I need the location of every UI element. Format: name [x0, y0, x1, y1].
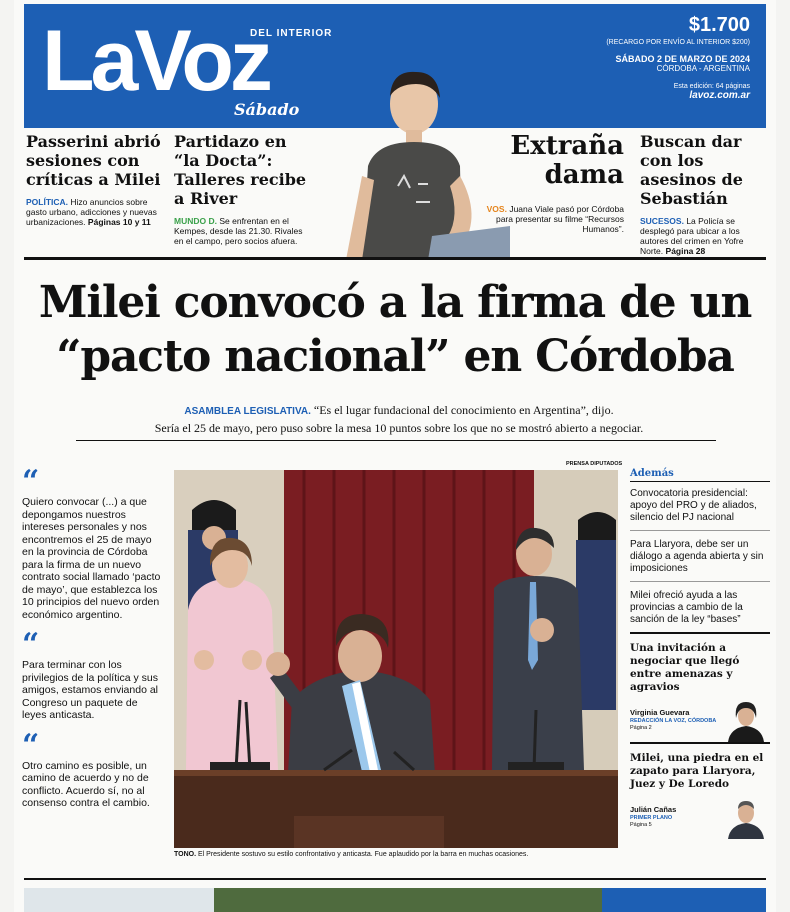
- author-role: REDACCIÓN LA VOZ, CÓRDOBA: [630, 718, 717, 724]
- bottom-teaser-strip[interactable]: [24, 888, 766, 912]
- author-name: Virginia Guevara: [630, 708, 690, 717]
- quote-mark-icon: “: [22, 727, 40, 763]
- teaser-title: Passerini abrió sesiones con críticas a Milei: [26, 132, 161, 189]
- pull-quote: Quiero convocar (...) a que depongamos nuestros intereses personales y nos encontremos el 25 de mayo en la provincia de Córdoba para la firma de un nuevo contrato social llamado ‘pacto de mayo’, que establezca los 10 principios del nuevo orden económico argentino.: [22, 496, 161, 621]
- author-name: Julián Cañas: [630, 805, 677, 814]
- sidebar-link[interactable]: Convocatoria presidencial: apoyo del PRO y de aliados, silencio del PJ nacional: [630, 488, 770, 531]
- sidebar-link[interactable]: Milei ofreció ayuda a las provincias a cambio de la sanción de la ley “bases”: [630, 590, 770, 634]
- price: $1.700: [688, 14, 750, 36]
- subtitle-quote: “Es el lugar fundacional del conocimiento en Argentina”, dijo.: [313, 403, 614, 417]
- congress-scene-illustration: [174, 470, 618, 848]
- teaser-sucesos[interactable]: [640, 132, 768, 256]
- main-photo[interactable]: [174, 470, 618, 848]
- teaser-vos[interactable]: [484, 132, 624, 234]
- newspaper-logo[interactable]: LaVoz: [42, 13, 269, 109]
- teaser-title: Partidazo en “la Docta”: Talleres recibe a River: [174, 132, 307, 208]
- photo-credit: PRENSA DIPUTADOS: [566, 461, 623, 467]
- teaser-text: POLÍTICA. Hizo anuncios sobre gasto urbano, adicciones y nuevas urbanizaciones. Páginas 10 y 11: [26, 197, 157, 227]
- bottom-divider: [24, 878, 766, 880]
- teaser-text: MUNDO D. Se enfrentan en el Kempes, desde las 21.30. Rivales en el campo, pero socios afuera.: [174, 216, 303, 246]
- sidebar-link[interactable]: Para Llaryora, debe ser un diálogo a agenda abierta y sin imposiciones: [630, 539, 770, 582]
- headline-line-1: Milei convocó a la firma de un: [38, 277, 752, 328]
- page-reference: Página 2: [630, 725, 652, 731]
- page-reference: Página 5: [630, 822, 652, 828]
- headline-subtitle: [54, 402, 744, 437]
- masthead-info: [606, 14, 750, 101]
- newspaper-front-page: [14, 0, 776, 912]
- logo-subtitle: DEL INTERIOR: [250, 28, 333, 39]
- photo-caption: TONO. El Presidente sostuvo su estilo confrontativo y anticasta. Fue aplaudido por la barra en muchas ocasiones.: [174, 851, 529, 858]
- quotes-column: [22, 464, 162, 824]
- issue-city: CÓRDOBA - ARGENTINA: [656, 64, 750, 73]
- pull-quote: Para terminar con los privilegios de la política y sus amigos, estamos enviando al Congreso un paquete de leyes anticasta.: [22, 659, 158, 721]
- headline-line-2: “pacto nacional” en Córdoba: [56, 331, 734, 382]
- main-headline[interactable]: [24, 276, 766, 384]
- subtitle-text: Sería el 25 de mayo, pero puso sobre la mesa 10 puntos sobre los que no se mostró abierto a negociar.: [154, 421, 644, 435]
- quote-mark-icon: “: [22, 627, 40, 662]
- teaser-text: VOS. Juana Viale pasó por Córdoba para presentar su filme “Recursos Humanos”.: [486, 204, 624, 234]
- author-avatar: [726, 700, 766, 742]
- subtitle-kicker: ASAMBLEA LEGISLATIVA.: [184, 406, 311, 417]
- teaser-title: Extraña dama: [510, 131, 624, 190]
- issue-date: SÁBADO 2 DE MARZO DE 2024: [615, 54, 750, 64]
- section-divider: [24, 257, 766, 260]
- opinion-item[interactable]: [630, 752, 770, 841]
- surcharge-note: (RECARGO POR ENVÍO AL INTERIOR $200): [606, 39, 750, 46]
- teaser-mundo-d[interactable]: [174, 132, 314, 246]
- edition-day: Sábado: [234, 100, 300, 119]
- author-role: PRIMER PLANO: [630, 815, 673, 821]
- pull-quote: Otro camino es posible, un camino de acuerdo y no de conflicto. Acuerdo sí, no al consenso contra el cambio.: [22, 759, 150, 809]
- website-link[interactable]: lavoz.com.ar: [689, 90, 750, 101]
- sidebar-section-title: Además: [630, 468, 770, 482]
- subtitle-divider: [76, 440, 716, 441]
- teaser-title: Buscan dar con los asesinos de Sebastián: [640, 132, 743, 208]
- sidebar-column: [630, 468, 770, 849]
- opinion-item[interactable]: [630, 642, 770, 744]
- teaser-politica[interactable]: [26, 132, 166, 227]
- edition-pages: Esta edición: 64 páginas: [673, 83, 750, 90]
- author-avatar: [726, 797, 766, 839]
- opinion-title: Milei, una piedra en el zapato para Llaryora, Juez y De Loredo: [630, 752, 764, 790]
- teaser-text: SUCESOS. La Policía se desplegó para ubicar a los autores del crimen en Yofre Norte. Página 28: [640, 216, 744, 256]
- quote-mark-icon: “: [22, 464, 40, 499]
- opinion-title: Una invitación a negociar que llegó entre amenazas y agravios: [630, 642, 740, 693]
